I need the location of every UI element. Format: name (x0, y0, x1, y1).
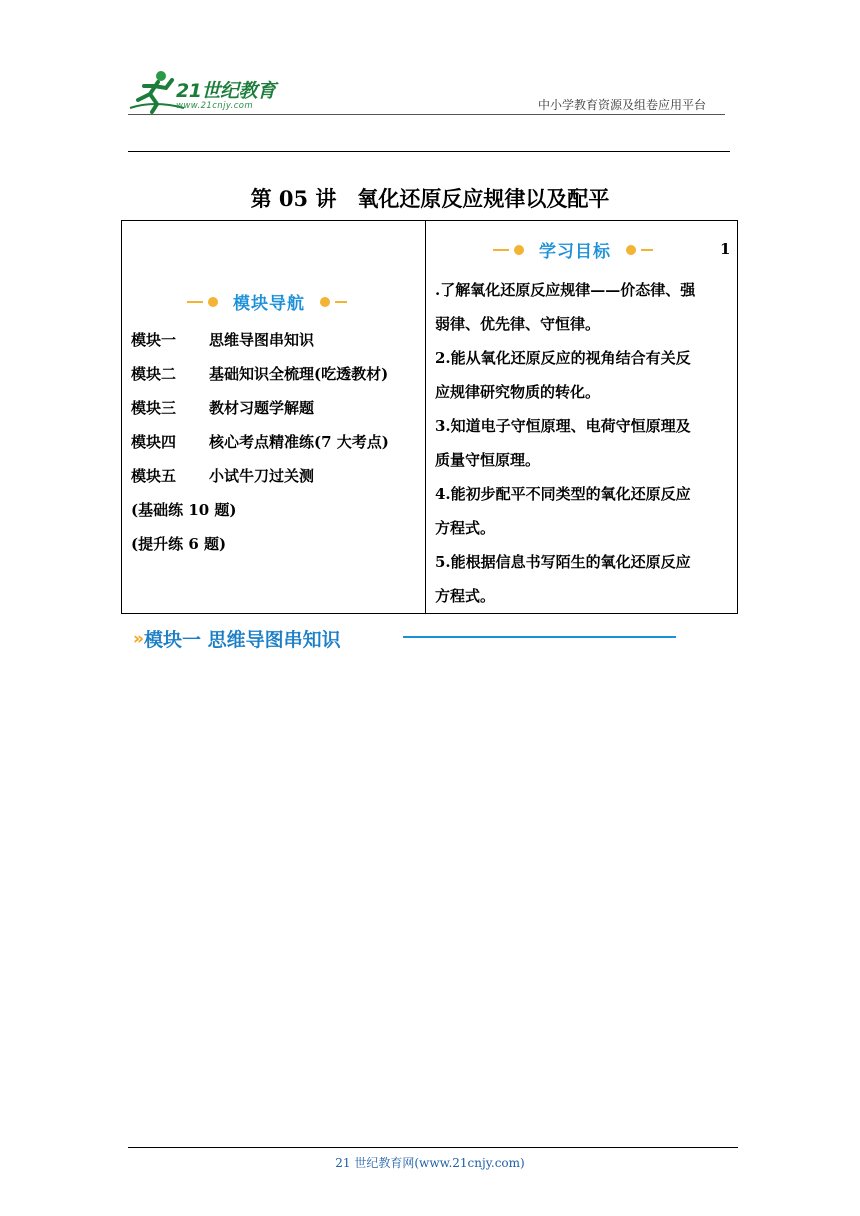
banner-dot-right (320, 297, 330, 307)
footer-divider (128, 1147, 738, 1148)
nav-item: 模块五 小试牛刀过关测 (131, 467, 315, 485)
goal-line: .了解氧化还原反应规律——价态律、强 (435, 281, 696, 299)
table-column-divider (425, 220, 426, 614)
goal-line: 方程式。 (435, 519, 496, 537)
goal-line: 方程式。 (435, 587, 496, 605)
goals-banner (493, 237, 653, 262)
nav-item: 模块四 核心考点精准练(7 大考点) (131, 433, 389, 451)
goal-line: 2.能从氧化还原反应的视角结合有关反 (435, 349, 691, 367)
nav-extra: (提升练 6 题) (131, 535, 227, 553)
goal-number: 1 (720, 240, 731, 258)
banner-dot-left (514, 245, 524, 255)
logo-text: 21世纪教育 (176, 80, 276, 102)
module-one-title: 模块一 思维导图串知识 (143, 629, 341, 651)
module-one-heading (133, 625, 341, 652)
platform-tagline: 中小学教育资源及组卷应用平台 (538, 98, 707, 112)
double-chevron-icon: » (133, 628, 140, 649)
title-divider (128, 151, 730, 152)
banner-line-left (187, 301, 203, 303)
goal-line: 质量守恒原理。 (435, 451, 541, 469)
goal-line: 应规律研究物质的转化。 (435, 383, 601, 401)
page-title: 第 05 讲 氧化还原反应规律以及配平 (250, 186, 610, 211)
footer-link[interactable]: 21 世纪教育网(www.21cnjy.com) (335, 1156, 525, 1170)
nav-item: 模块一 思维导图串知识 (131, 331, 315, 349)
nav-banner (187, 289, 347, 314)
header-divider (128, 114, 725, 115)
banner-line-left (493, 249, 509, 251)
goals-banner-label: 学习目标 (539, 242, 611, 262)
goal-line: 3.知道电子守恒原理、电荷守恒原理及 (435, 417, 691, 435)
goal-line: 5.能根据信息书写陌生的氧化还原反应 (435, 553, 691, 571)
banner-line-right (335, 301, 347, 303)
goal-line: 4.能初步配平不同类型的氧化还原反应 (435, 485, 691, 503)
module-one-rule (403, 636, 676, 638)
nav-extra: (基础练 10 题) (131, 501, 237, 519)
logo-url: www.21cnjy.com (176, 101, 254, 111)
nav-banner-label: 模块导航 (233, 294, 305, 314)
goal-line: 弱律、优先律、守恒律。 (435, 315, 601, 333)
banner-dot-right (626, 245, 636, 255)
nav-item: 模块二 基础知识全梳理(吃透教材) (131, 365, 389, 383)
banner-dot-left (208, 297, 218, 307)
banner-line-right (641, 249, 653, 251)
nav-item: 模块三 教材习题学解题 (131, 399, 315, 417)
